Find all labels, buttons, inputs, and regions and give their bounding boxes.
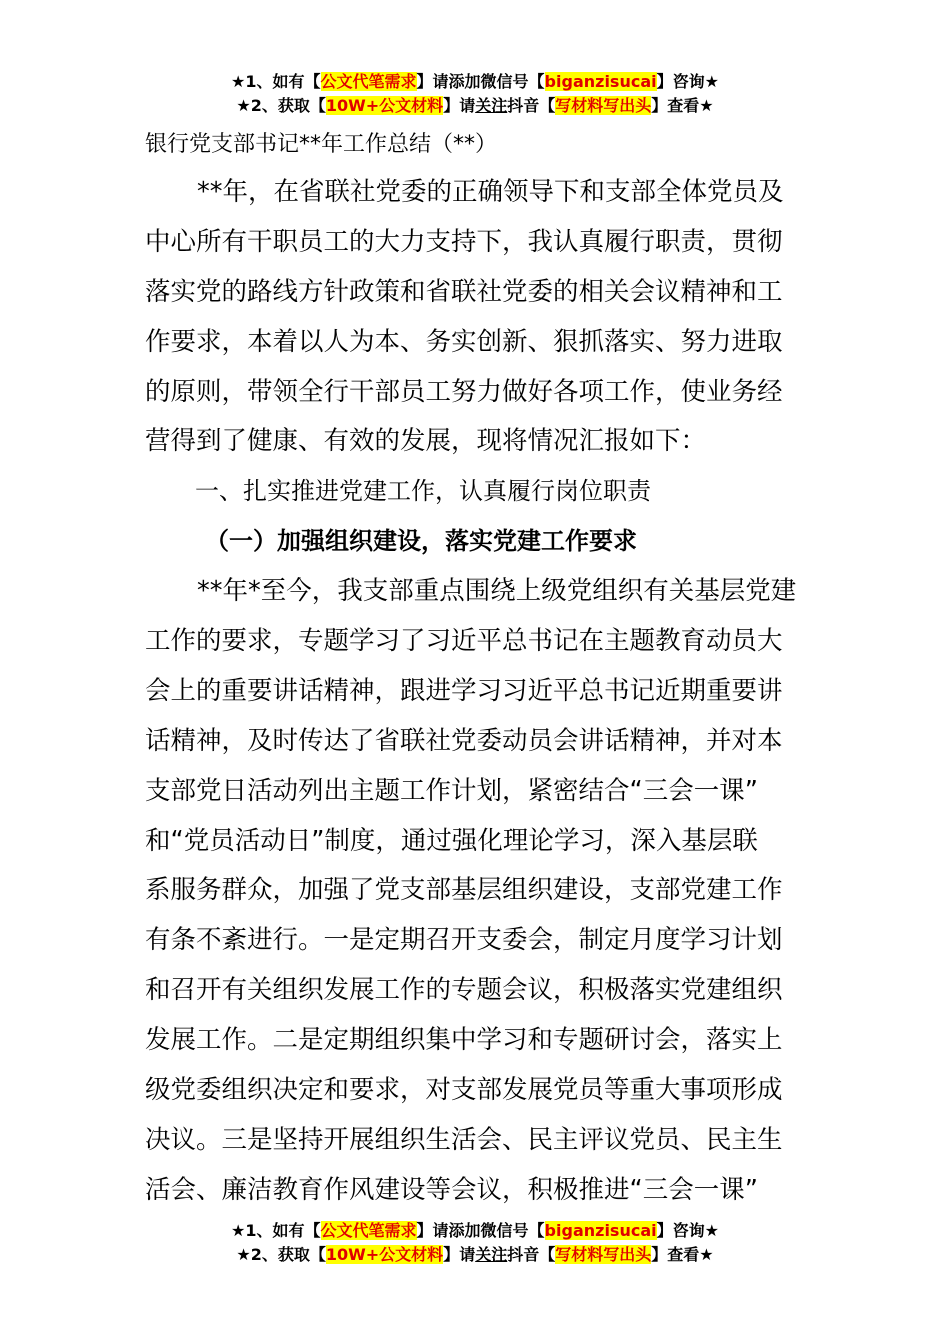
paragraph-line: 的原则，带领全行干部员工努力做好各项工作，使业务经 [145,376,783,407]
top-banner [0,70,950,118]
banner-text: 抖音【 [507,1245,556,1264]
banner-highlight: 10W+公文材料 [325,96,444,115]
banner-line-2 [0,94,950,118]
subsection-heading-1: （一）加强组织建设，落实党建工作要求 [205,527,637,556]
paragraph-line: 级党委组织决定和要求，对支部发展党员等重大事项形成 [145,1075,783,1106]
paragraph-line: **年，在省联社党委的正确领导下和支部全体党员及 [197,177,784,207]
banner-highlight: 公文代笔需求 [320,72,417,91]
paragraph-line: 支部党日活动列出主题工作计划，紧密结合“三会一课” [145,775,758,806]
paragraph-line: 发展工作。二是定期组织集中学习和专题研讨会，落实上 [145,1025,783,1056]
banner-text: 】咨询★ [656,72,719,91]
paragraph-line: 有条不紊进行。一是定期召开支委会，制定月度学习计划 [145,925,783,956]
section-paragraph [145,567,807,1216]
paragraph-line: 和召开有关组织发展工作的专题会议，积极落实党建组织 [145,975,783,1006]
banner-line-1 [0,70,950,94]
section-heading-1: 一、扎实推进党建工作，认真履行岗位职责 [195,477,651,506]
paragraph-line: 话精神，及时传达了省联社党委动员会讲话精神，并对本 [145,725,783,756]
paragraph-line: 和“党员活动日”制度，通过强化理论学习，深入基层联 [145,825,758,856]
paragraph-line: 系服务群众，加强了党支部基层组织建设，支部党建工作 [145,875,783,906]
douyin-highlight: 写材料写出头 [555,96,652,115]
intro-paragraph [145,168,807,467]
banner-line-1 [0,1219,950,1243]
banner-text: 】请 [443,96,476,115]
paragraph-line: 营得到了健康、有效的发展，现将情况汇报如下： [145,426,707,457]
banner-text: 】查看★ [651,96,714,115]
paragraph-line: 工作的要求，专题学习了习近平总书记在主题教育动员大 [145,626,783,657]
paragraph-line: **年*至今，我支部重点围绕上级党组织有关基层党建 [197,576,797,607]
paragraph-line: 活会、廉洁教育作风建设等会议，积极推进“三会一课” [145,1174,758,1205]
banner-line-2 [0,1243,950,1267]
banner-text: ★2、获取【 [236,96,326,115]
banner-text: 】咨询★ [656,1221,719,1240]
banner-text: ★2、获取【 [236,1245,326,1264]
paragraph-line: 会上的重要讲话精神，跟进学习习近平总书记近期重要讲 [145,675,783,706]
banner-underlined: 关注 [475,1245,508,1264]
banner-highlight: 10W+公文材料 [325,1245,444,1264]
paragraph-line: 落实党的路线方针政策和省联社党委的相关会议精神和工 [145,276,783,307]
document-body [145,122,807,1216]
wechat-id-highlight: biganzisucai [544,72,657,91]
paragraph-line: 作要求，本着以人为本、务实创新、狠抓落实、努力进取 [145,326,783,357]
banner-text: ★1、如有【 [231,1221,321,1240]
banner-text: 抖音【 [507,96,556,115]
banner-underlined: 关注 [475,96,508,115]
banner-text: 】查看★ [651,1245,714,1264]
paragraph-line: 决议。三是坚持开展组织生活会、民主评议党员、民主生 [145,1124,783,1155]
douyin-highlight: 写材料写出头 [555,1245,652,1264]
banner-text: 】请添加微信号【 [416,1221,545,1240]
banner-text: ★1、如有【 [231,72,321,91]
banner-text: 】请添加微信号【 [416,72,545,91]
wechat-id-highlight: biganzisucai [544,1221,657,1240]
banner-text: 】请 [443,1245,476,1264]
document-title: 银行党支部书记**年工作总结（**） [145,132,498,157]
banner-highlight: 公文代笔需求 [320,1221,417,1240]
paragraph-line: 中心所有干职员工的大力支持下，我认真履行职责，贯彻 [145,226,783,257]
bottom-banner [0,1219,950,1267]
